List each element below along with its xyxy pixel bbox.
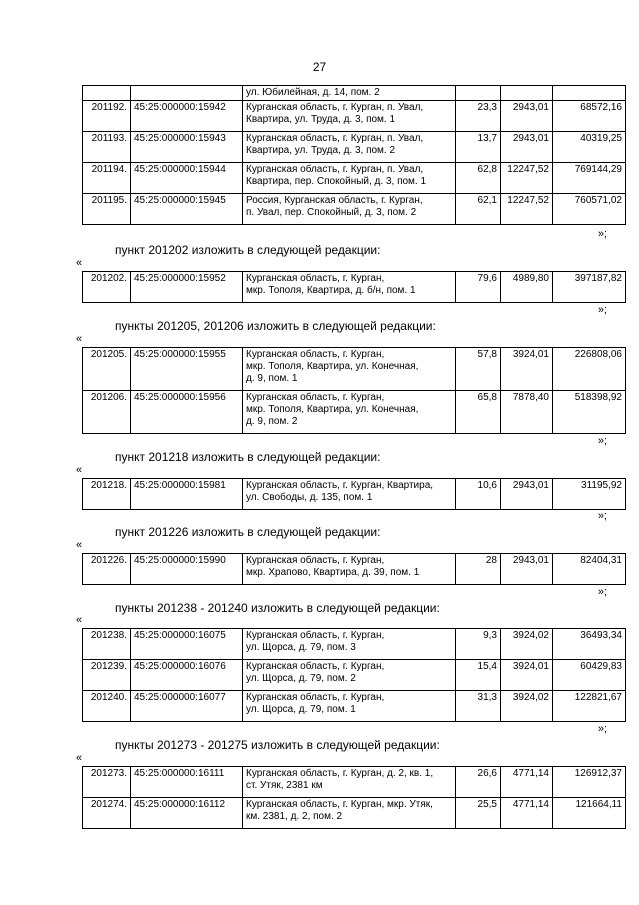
area-value: 15,4 — [456, 660, 501, 691]
area-value — [456, 86, 501, 101]
sum-value: 126912,37 — [553, 767, 626, 798]
row-number: 201195. — [83, 194, 131, 225]
address-cell — [243, 348, 456, 391]
sum-value: 122821,67 — [553, 691, 626, 722]
table-row — [83, 660, 626, 691]
row-number: 201206. — [83, 391, 131, 434]
amendment-heading: пункт 201218 изложить в следующей редакции: — [115, 450, 381, 464]
row-number: 201238. — [83, 629, 131, 660]
table-row — [83, 348, 626, 391]
row-number: 201193. — [83, 132, 131, 163]
area-value: 26,6 — [456, 767, 501, 798]
table-row — [83, 554, 626, 585]
row-number: 201239. — [83, 660, 131, 691]
area-value: 62,1 — [456, 194, 501, 225]
rate-value: 3924,01 — [501, 348, 553, 391]
address-cell — [243, 629, 456, 660]
address-line: Курганская область, г. Курган, — [246, 555, 385, 566]
area-value: 25,5 — [456, 798, 501, 829]
sum-value: 40319,25 — [553, 132, 626, 163]
address-line: ул. Щорса, д. 79, пом. 1 — [246, 704, 356, 715]
cadastral-number: 45:25:000000:15990 — [131, 554, 243, 585]
address-cell — [243, 163, 456, 194]
cadastral-number: 45:25:000000:15952 — [131, 272, 243, 303]
sum-value — [553, 86, 626, 101]
table-row — [83, 163, 626, 194]
address-line: ул. Щорса, д. 79, пом. 3 — [246, 642, 356, 653]
table-row — [83, 798, 626, 829]
cadastral-number: 45:25:000000:16077 — [131, 691, 243, 722]
rate-value: 2943,01 — [501, 479, 553, 510]
property-table — [82, 478, 626, 510]
cadastral-number: 45:25:000000:16075 — [131, 629, 243, 660]
address-line: Квартира, ул. Труда, д. 3, пом. 2 — [246, 145, 396, 156]
sum-value: 518398,92 — [553, 391, 626, 434]
area-value: 57,8 — [456, 348, 501, 391]
address-cell — [243, 767, 456, 798]
address-line: Курганская область, г. Курган, п. Увал, — [246, 164, 424, 175]
amendment-heading: пункт 201226 изложить в следующей редакции: — [115, 525, 381, 539]
row-number: 201226. — [83, 554, 131, 585]
address-line: ул. Юбилейная, д. 14, пом. 2 — [246, 87, 380, 98]
area-value: 62,8 — [456, 163, 501, 194]
row-number: 201205. — [83, 348, 131, 391]
table-row — [83, 132, 626, 163]
page-number: 27 — [312, 60, 327, 74]
address-line: Курганская область, г. Курган, п. Увал, — [246, 102, 424, 113]
cadastral-number: 45:25:000000:15945 — [131, 194, 243, 225]
address-cell — [243, 86, 456, 101]
address-line: мкр. Тополя, Квартира, д. б/н, пом. 1 — [246, 285, 416, 296]
property-table — [82, 347, 626, 434]
address-line: мкр. Тополя, Квартира, ул. Конечная, — [246, 404, 419, 415]
property-table — [82, 766, 626, 829]
sum-value: 397187,82 — [553, 272, 626, 303]
rate-value: 2943,01 — [501, 101, 553, 132]
table-row — [83, 272, 626, 303]
rate-value: 3924,01 — [501, 660, 553, 691]
area-value: 31,3 — [456, 691, 501, 722]
address-line: д. 9, пом. 2 — [246, 416, 298, 427]
row-number: 201274. — [83, 798, 131, 829]
sum-value: 769144,29 — [553, 163, 626, 194]
row-number — [83, 86, 131, 101]
address-line: Курганская область, г. Курган, мкр. Утяк, — [246, 799, 433, 810]
address-cell — [243, 554, 456, 585]
address-cell — [243, 391, 456, 434]
sum-value: 60429,83 — [553, 660, 626, 691]
sum-value: 68572,16 — [553, 101, 626, 132]
table-row — [83, 691, 626, 722]
amendment-heading: пункты 201205, 201206 изложить в следующей редакции: — [115, 319, 436, 333]
address-line: Квартира, ул. Труда, д. 3, пом. 1 — [246, 114, 396, 125]
address-line: мкр. Тополя, Квартира, ул. Конечная, — [246, 361, 419, 372]
address-line: Курганская область, г. Курган, — [246, 692, 385, 703]
cadastral-number: 45:25:000000:15944 — [131, 163, 243, 194]
opening-quote: « — [76, 257, 83, 269]
cadastral-number: 45:25:000000:15981 — [131, 479, 243, 510]
row-number: 201202. — [83, 272, 131, 303]
rate-value: 4989,80 — [501, 272, 553, 303]
property-table — [82, 85, 626, 225]
cadastral-number: 45:25:000000:16112 — [131, 798, 243, 829]
opening-quote: « — [76, 752, 83, 764]
table-row — [83, 86, 626, 101]
table-row — [83, 629, 626, 660]
area-value: 23,3 — [456, 101, 501, 132]
rate-value: 2943,01 — [501, 132, 553, 163]
rate-value: 12247,52 — [501, 163, 553, 194]
closing-quote: »; — [597, 723, 607, 735]
opening-quote: « — [76, 614, 83, 626]
row-number: 201240. — [83, 691, 131, 722]
table-row — [83, 194, 626, 225]
row-number: 201273. — [83, 767, 131, 798]
row-number: 201194. — [83, 163, 131, 194]
table-row — [83, 767, 626, 798]
address-line: Курганская область, г. Курган, д. 2, кв. 1, — [246, 768, 434, 779]
sum-value: 36493,34 — [553, 629, 626, 660]
rate-value: 3924,02 — [501, 629, 553, 660]
amendment-heading: пункты 201238 - 201240 изложить в следующей редакции: — [115, 601, 440, 615]
rate-value: 7878,40 — [501, 391, 553, 434]
rate-value — [501, 86, 553, 101]
opening-quote: « — [76, 464, 83, 476]
sum-value: 31195,92 — [553, 479, 626, 510]
sum-value: 82404,31 — [553, 554, 626, 585]
address-line: д. 9, пом. 1 — [246, 373, 298, 384]
address-cell — [243, 660, 456, 691]
cadastral-number: 45:25:000000:15956 — [131, 391, 243, 434]
closing-quote: »; — [597, 510, 607, 522]
cadastral-number — [131, 86, 243, 101]
amendment-heading: пункт 201202 изложить в следующей редакции: — [115, 243, 381, 257]
rate-value: 12247,52 — [501, 194, 553, 225]
address-cell — [243, 691, 456, 722]
area-value: 28 — [456, 554, 501, 585]
rate-value: 4771,14 — [501, 798, 553, 829]
address-line: ул. Свободы, д. 135, пом. 1 — [246, 492, 373, 503]
table-row — [83, 101, 626, 132]
area-value: 65,8 — [456, 391, 501, 434]
rate-value: 2943,01 — [501, 554, 553, 585]
property-table — [82, 271, 626, 303]
address-cell — [243, 798, 456, 829]
address-line: Курганская область, г. Курган, — [246, 273, 385, 284]
cadastral-number: 45:25:000000:16111 — [131, 767, 243, 798]
address-cell — [243, 101, 456, 132]
rate-value: 4771,14 — [501, 767, 553, 798]
address-line: Курганская область, г. Курган, — [246, 661, 385, 672]
address-line: Курганская область, г. Курган, — [246, 392, 385, 403]
address-line: Квартира, пер. Спокойный, д. 3, пом. 1 — [246, 176, 427, 187]
cadastral-number: 45:25:000000:16076 — [131, 660, 243, 691]
area-value: 13,7 — [456, 132, 501, 163]
row-number: 201192. — [83, 101, 131, 132]
address-line: Россия, Курганская область, г. Курган, — [246, 195, 423, 206]
address-cell — [243, 479, 456, 510]
table-row — [83, 391, 626, 434]
property-table — [82, 628, 626, 722]
opening-quote: « — [76, 333, 83, 345]
address-cell — [243, 272, 456, 303]
address-cell — [243, 132, 456, 163]
address-line: ул. Щорса, д. 79, пом. 2 — [246, 673, 356, 684]
closing-quote: »; — [597, 586, 607, 598]
cadastral-number: 45:25:000000:15943 — [131, 132, 243, 163]
table-row — [83, 479, 626, 510]
cadastral-number: 45:25:000000:15955 — [131, 348, 243, 391]
sum-value: 226808,06 — [553, 348, 626, 391]
property-table — [82, 553, 626, 585]
address-line: Курганская область, г. Курган, — [246, 630, 385, 641]
address-line: ст. Утяк, 2381 км — [246, 780, 323, 791]
closing-quote: »; — [597, 228, 607, 240]
address-line: Курганская область, г. Курган, п. Увал, — [246, 133, 424, 144]
cadastral-number: 45:25:000000:15942 — [131, 101, 243, 132]
address-line: мкр. Храпово, Квартира, д. 39, пом. 1 — [246, 567, 420, 578]
closing-quote: »; — [597, 435, 607, 447]
address-line: км. 2381, д. 2, пом. 2 — [246, 811, 343, 822]
area-value: 79,6 — [456, 272, 501, 303]
opening-quote: « — [76, 539, 83, 551]
rate-value: 3924,02 — [501, 691, 553, 722]
sum-value: 121664,11 — [553, 798, 626, 829]
area-value: 9,3 — [456, 629, 501, 660]
row-number: 201218. — [83, 479, 131, 510]
address-line: Курганская область, г. Курган, Квартира, — [246, 480, 434, 491]
area-value: 10,6 — [456, 479, 501, 510]
amendment-heading: пункты 201273 - 201275 изложить в следующей редакции: — [115, 738, 440, 752]
address-line: п. Увал, пер. Спокойный, д. 3, пом. 2 — [246, 207, 417, 218]
closing-quote: »; — [597, 304, 607, 316]
address-cell — [243, 194, 456, 225]
address-line: Курганская область, г. Курган, — [246, 349, 385, 360]
sum-value: 760571,02 — [553, 194, 626, 225]
